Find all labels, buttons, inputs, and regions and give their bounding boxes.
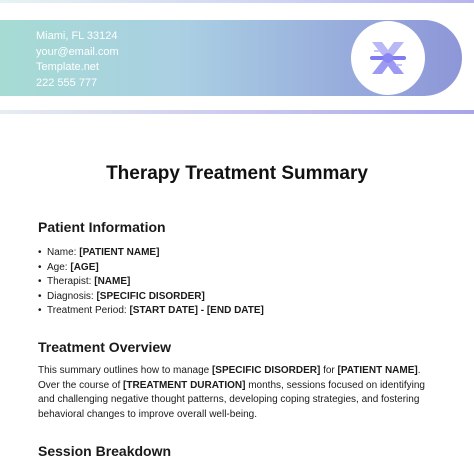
- info-item-therapist: • Therapist: [NAME]: [38, 275, 264, 290]
- header-divider-line: [0, 110, 474, 114]
- info-item-name: • Name: [PATIENT NAME]: [38, 246, 264, 261]
- info-item-treatment-period: • Treatment Period: [START DATE] - [END DATE]: [38, 304, 264, 319]
- contact-phone: 222 555 777: [36, 76, 98, 89]
- info-value: [NAME]: [94, 276, 131, 287]
- contact-block: [36, 29, 119, 91]
- document-title: Therapy Treatment Summary: [106, 163, 368, 184]
- logo-badge: [351, 21, 425, 95]
- session-breakdown-heading: Session Breakdown: [38, 443, 172, 459]
- contact-website: Template.net: [36, 61, 99, 73]
- info-item-age: • Age: [AGE]: [38, 261, 264, 276]
- info-value: [START DATE] - [END DATE]: [129, 305, 264, 316]
- patient-info-heading: Patient Information: [38, 219, 166, 235]
- template-logo-icon: [366, 36, 410, 80]
- treatment-overview-paragraph: This summary outlines how to manage [SPECIFIC DISORDER] for [PATIENT NAME]. Over the course of [TREATMENT DURATION] months, sessions focused on identifying and challenging negative thought patterns, developing coping strategies, and fostering behavioral changes to improve overall well-being.: [38, 365, 425, 420]
- patient-info-list: [38, 246, 264, 319]
- info-value: [PATIENT NAME]: [79, 247, 160, 258]
- contact-address: Miami, FL 33124: [36, 30, 118, 42]
- top-accent-line: [0, 0, 474, 3]
- info-value: [SPECIFIC DISORDER]: [96, 290, 205, 302]
- contact-email: your@email.com: [36, 45, 119, 58]
- treatment-overview-heading: Treatment Overview: [38, 339, 172, 355]
- info-item-diagnosis: • Diagnosis: [SPECIFIC DISORDER]: [38, 290, 264, 305]
- info-value: [AGE]: [70, 261, 99, 273]
